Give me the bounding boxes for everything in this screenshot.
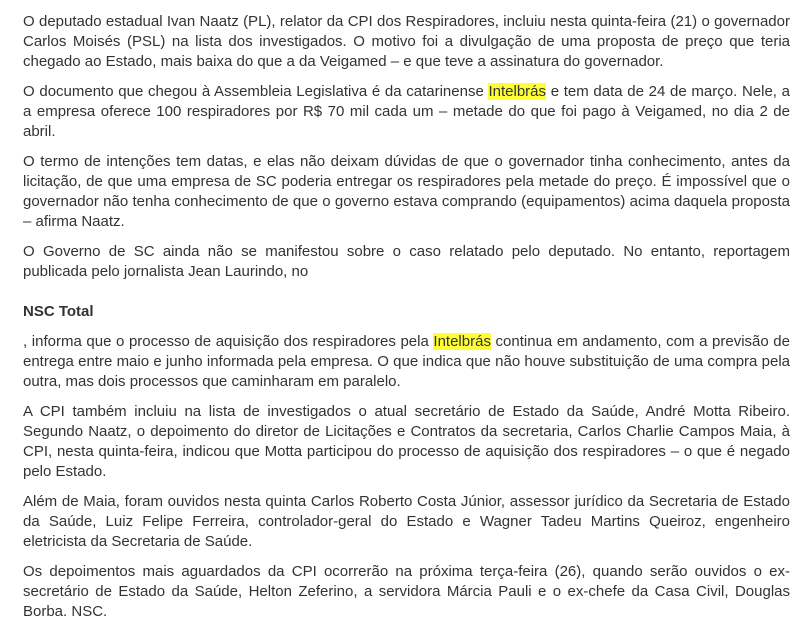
paragraph-7: Além de Maia, foram ouvidos nesta quinta Carlos Roberto Costa Júnior, assessor jurídico da Secretaria de Estado da Saúde, Luiz Felipe Ferreira, controlador-geral do Estado e Wagner Tadeu Martins Queiroz, engenheiro eletricista da Secretaria de Saúde. bbox=[23, 493, 790, 550]
paragraph-5-text-start: , informa que o processo de aquisição dos respiradores pela bbox=[23, 333, 434, 350]
highlighted-term: Intelbrás bbox=[433, 333, 491, 350]
paragraph-3: O termo de intenções tem datas, e elas não deixam dúvidas de que o governador tinha conhecimento, antes da licitação, de que uma empresa de SC poderia entregar os respiradores pela metade do preço. É impossível que o governador não tenha conhecimento de que o governo estava comprando (equipamentos) acima daquela proposta – afirma Naatz. bbox=[23, 153, 790, 230]
section-heading: NSC Total bbox=[23, 303, 94, 320]
paragraph-2-text-start: O documento que chegou à Assembleia Legislativa é da catarinense bbox=[23, 83, 489, 100]
highlighted-term: Intelbrás bbox=[488, 83, 547, 100]
paragraph-5 bbox=[23, 332, 790, 392]
paragraph-2 bbox=[23, 82, 790, 142]
paragraph-2-text-end: e tem data de 24 de março. Nele, a a empresa oferece 100 respiradores por R$ 70 mil cada um – metade do que foi pago à Veigamed, no dia 2 de abril. bbox=[23, 83, 790, 140]
paragraph-5-text-end: continua em andamento, com a previsão de entrega entre maio e junho informada pela empresa. O que indica que não houve substituição de uma compra pela outra, mas dois processos que caminharam em paralelo. bbox=[23, 333, 790, 390]
paragraph-4: O Governo de SC ainda não se manifestou sobre o caso relatado pelo deputado. No entanto, reportagem publicada pelo jornalista Jean Laurindo, no bbox=[23, 243, 790, 280]
paragraph-6: A CPI também incluiu na lista de investigados o atual secretário de Estado da Saúde, André Motta Ribeiro. Segundo Naatz, o depoimento do diretor de Licitações e Contratos da secretaria, Carlos Charlie Campos Maia, à CPI, nesta quinta-feira, indicou que Motta participou do processo de aquisição dos respiradores – o que é negado pelo Estado. bbox=[23, 403, 790, 480]
paragraph-8: Os depoimentos mais aguardados da CPI ocorrerão na próxima terça-feira (26), quando serão ouvidos o ex-secretário de Estado da Saúde, Helton Zeferino, a servidora Márcia Pauli e o ex-chefe da Casa Civil, Douglas Borba. NSC. bbox=[23, 563, 790, 620]
paragraph-1: O deputado estadual Ivan Naatz (PL), relator da CPI dos Respiradores, incluiu nesta quinta-feira (21) o governador Carlos Moisés (PSL) na lista dos investigados. O motivo foi a divulgação de uma proposta de preço que teria chegado ao Estado, mais baixa do que a da Veigamed – e que teve a assinatura do governador. bbox=[23, 13, 790, 70]
